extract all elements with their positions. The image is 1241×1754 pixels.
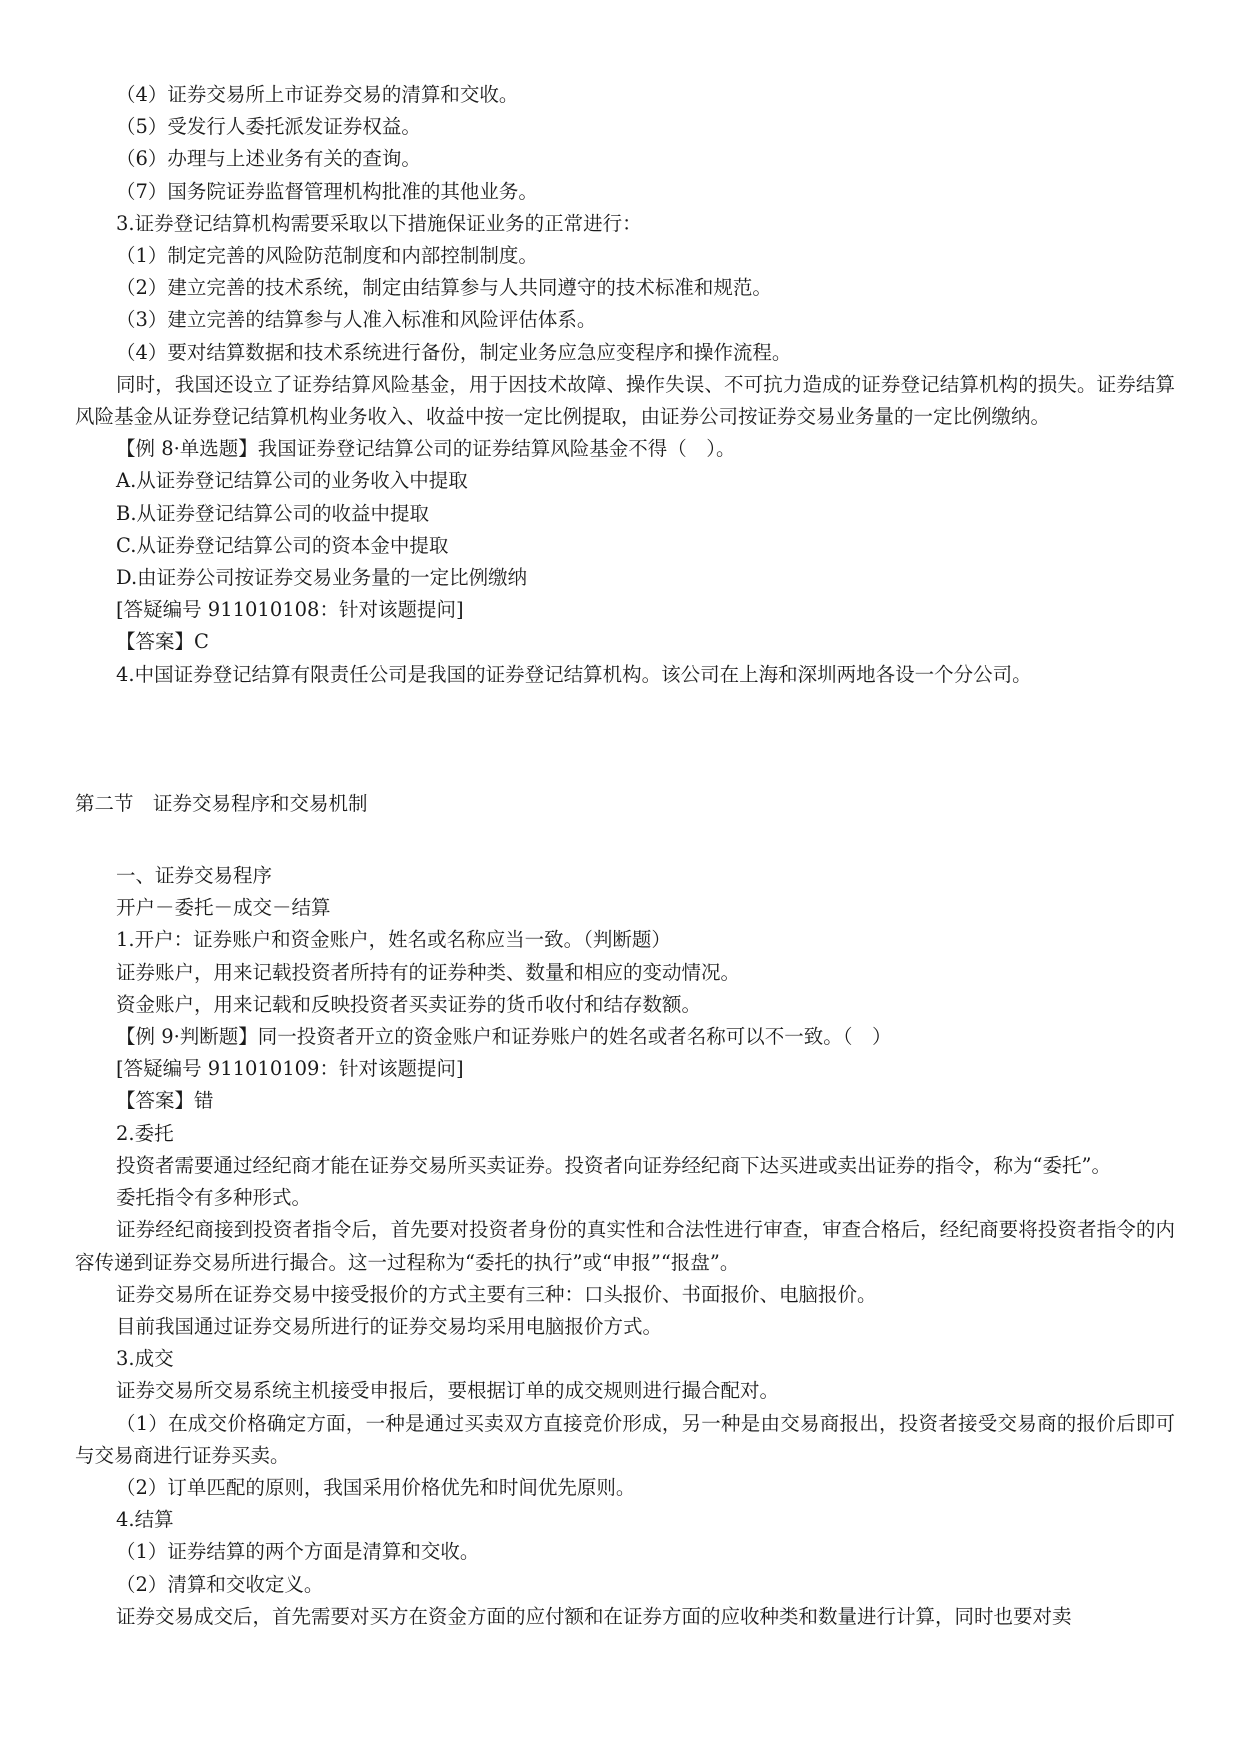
example-9-answer: 【答案】错 (116, 1089, 214, 1113)
text-line: （1）证券结算的两个方面是清算和交收。 (116, 1540, 480, 1564)
example-8-option-d: D.由证券公司按证券交易业务量的一定比例缴纳 (116, 566, 528, 590)
text-line: 4.中国证券登记结算有限责任公司是我国的证券登记结算机构。该公司在上海和深圳两地各设一个分公司。 (116, 662, 1032, 686)
example-8-reference: [答疑编号 911010108：针对该题提问] (116, 598, 464, 622)
text-line: （2）建立完善的技术系统，制定由结算参与人共同遵守的技术标准和规范。 (116, 276, 772, 300)
text-line: （5）受发行人委托派发证券权益。 (116, 115, 421, 139)
text-line: 2.委托 (116, 1121, 174, 1145)
example-8-option-b: B.从证券登记结算公司的收益中提取 (116, 501, 430, 525)
spacer (75, 820, 1175, 860)
text-line: 3.成交 (116, 1347, 174, 1371)
text-line: （6）办理与上述业务有关的查询。 (116, 147, 421, 171)
paragraph-price: （1）在成交价格确定方面，一种是通过买卖双方直接竞价形成，另一种是由交易商报出，投资者接受交易商的报价后即可与交易商进行证券买卖。 (75, 1411, 1175, 1467)
text-line: （7）国务院证券监督管理机构批准的其他业务。 (116, 179, 538, 203)
example-8-option-c: C.从证券登记结算公司的资本金中提取 (116, 533, 449, 557)
text-line: 开户－委托－成交－结算 (116, 896, 331, 920)
text-line: 目前我国通过证券交易所进行的证券交易均采用电脑报价方式。 (116, 1314, 663, 1338)
example-8-question: 【例 8·单选题】我国证券登记结算公司的证券结算风险基金不得（ ）。 (116, 437, 736, 461)
text-line: 3.证券登记结算机构需要采取以下措施保证业务的正常进行： (116, 211, 642, 235)
text-line: （2）订单匹配的原则，我国采用价格优先和时间优先原则。 (116, 1475, 636, 1499)
section-title: 第二节 证券交易程序和交易机制 (75, 791, 368, 815)
text-line: 证券交易所交易系统主机接受申报后，要根据订单的成交规则进行撮合配对。 (116, 1379, 780, 1403)
text-line: 证券账户，用来记载投资者所持有的证券种类、数量和相应的变动情况。 (116, 960, 741, 984)
text-line: （2）清算和交收定义。 (116, 1572, 324, 1596)
paragraph-settlement: 证券交易成交后，首先需要对买方在资金方面的应付额和在证券方面的应收种类和数量进行计算，同时也要对卖 (116, 1604, 1072, 1628)
example-9-question: 【例 9·判断题】同一投资者开立的资金账户和证券账户的姓名或者名称可以不一致。（ ） (116, 1025, 892, 1049)
text-line: 4.结算 (116, 1508, 174, 1532)
text-line: （4）证券交易所上市证券交易的清算和交收。 (116, 83, 519, 106)
text-line: 一、证券交易程序 (116, 864, 273, 888)
text-line: （4）要对结算数据和技术系统进行备份，制定业务应急应变程序和操作流程。 (116, 340, 792, 364)
paragraph-broker: 证券经纪商接到投资者指令后，首先要对投资者身份的真实性和合法性进行审查，审查合格后，经纪商要将投资者指令的内容传递到证券交易所进行撮合。这一过程称为“委托的执行”或“申报”“报盘”。 (75, 1218, 1175, 1274)
example-9-reference: [答疑编号 911010109：针对该题提问] (116, 1057, 464, 1081)
document-content (75, 79, 1175, 1633)
text-line: （1）制定完善的风险防范制度和内部控制制度。 (116, 244, 538, 268)
text-line: （3）建立完善的结算参与人准入标准和风险评估体系。 (116, 308, 597, 332)
text-line: 1.开户：证券账户和资金账户，姓名或名称应当一致。（判断题） (116, 928, 671, 952)
spacer (75, 691, 1175, 788)
example-8-answer: 【答案】C (116, 630, 209, 654)
text-line: 资金账户，用来记载和反映投资者买卖证券的货币收付和结存数额。 (116, 992, 702, 1016)
paragraph-risk-fund: 同时，我国还设立了证券结算风险基金，用于因技术故障、操作失误、不可抗力造成的证券登记结算机构的损失。证券结算风险基金从证券登记结算机构业务收入、收益中按一定比例提取，由证券公司按证券交易业务量的一定比例缴纳。 (75, 372, 1175, 429)
text-line: 证券交易所在证券交易中接受报价的方式主要有三种：口头报价、书面报价、电脑报价。 (116, 1282, 877, 1306)
example-8-option-a: A.从证券登记结算公司的业务收入中提取 (116, 469, 468, 493)
paragraph-entrust: 投资者需要通过经纪商才能在证券交易所买卖证券。投资者向证券经纪商下达买进或卖出证券的指令，称为“委托”。 (116, 1153, 1111, 1177)
text-line: 委托指令有多种形式。 (116, 1186, 312, 1210)
